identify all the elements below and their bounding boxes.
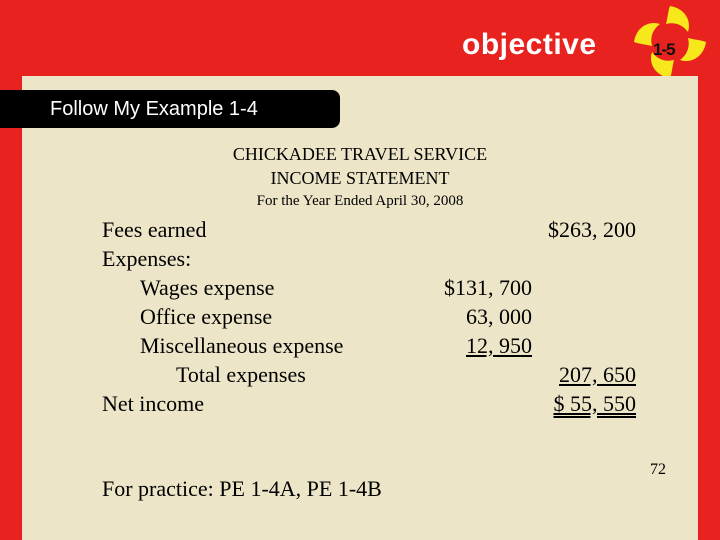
row-col1-miscellaneous-expense: 12, 950 — [466, 333, 532, 358]
objective-number: 1-5 — [653, 40, 675, 59]
objective-label: objective — [462, 28, 597, 61]
row-col2-total-expenses: 207, 650 — [559, 362, 636, 387]
statement-title: INCOME STATEMENT — [270, 168, 450, 188]
row-label-expenses: Expenses: — [102, 246, 192, 271]
row-col1-office-expense: 63, 000 — [466, 304, 532, 329]
row-label-net-income: Net income — [102, 391, 205, 416]
row-label-miscellaneous-expense: Miscellaneous expense — [140, 333, 344, 358]
statement-period: For the Year Ended April 30, 2008 — [256, 193, 464, 209]
page-number: 72 — [650, 461, 666, 478]
row-label-fees-earned: Fees earned — [102, 217, 207, 242]
header-bar — [0, 0, 720, 76]
example-label: Follow My Example 1-4 — [50, 98, 258, 120]
company-name: CHICKADEE TRAVEL SERVICE — [232, 144, 488, 164]
row-label-total-expenses: Total expenses — [176, 362, 306, 387]
row-label-office-expense: Office expense — [140, 304, 273, 329]
practice-reference: For practice: PE 1-4A, PE 1-4B — [102, 476, 382, 501]
row-col2-fees-earned: $263, 200 — [548, 217, 636, 242]
row-col1-wages-expense: $131, 700 — [444, 275, 532, 300]
row-label-wages-expense: Wages expense — [140, 275, 275, 300]
row-col2-net-income: $ 55, 550 — [553, 391, 636, 416]
